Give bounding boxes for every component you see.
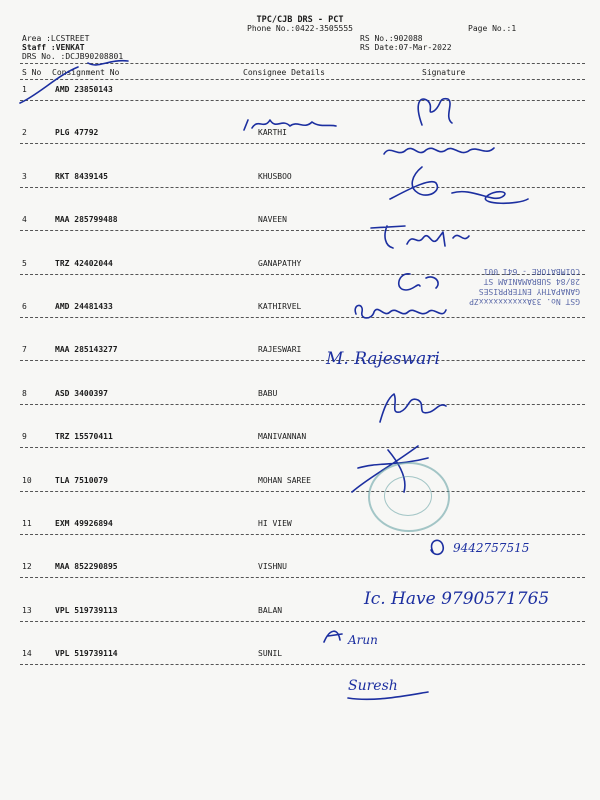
- row-consignment-number: PLG 47792: [55, 128, 99, 138]
- column-sno: S No: [22, 68, 42, 77]
- row-consignee-name: MOHAN SAREE: [258, 475, 311, 485]
- row-consignee-name: KATHIRVEL: [258, 302, 302, 311]
- row-sno: 7: [22, 345, 27, 355]
- row-consignment-number: MAA 285799488: [55, 215, 118, 225]
- staff-label: Staff :VENKAT: [22, 43, 85, 52]
- document-title: TPC/CJB DRS - PCT: [256, 15, 344, 25]
- row-divider: [20, 621, 585, 622]
- signature-row2-ink: [240, 112, 340, 136]
- signature-row3: [382, 163, 532, 213]
- row-consignee-name: KHUSBOO: [258, 171, 292, 181]
- row-consignee-name: BALAN: [258, 605, 283, 615]
- row-consignment-number: TLA 7510079: [55, 475, 108, 485]
- phone-number: Phone No.:0422-3505555: [247, 24, 353, 33]
- mirrored-stamp-impression: [420, 246, 580, 306]
- column-signature: Signature: [422, 68, 466, 77]
- stamp-line-2: GANAPATHY ENTERPRISES: [478, 287, 580, 296]
- row-divider: [20, 230, 585, 231]
- signature-text-hiview-phone: 9442757515: [453, 541, 530, 555]
- row-consignee-name: VISHNU: [258, 562, 287, 572]
- signature-row14: [344, 670, 434, 704]
- row-divider: [20, 404, 585, 405]
- row-sno: 11: [22, 519, 32, 528]
- row-consignee-name: GANAPATHY: [258, 258, 302, 268]
- row-consignee-name: KARTHI: [258, 128, 287, 138]
- signature-row1: [408, 93, 468, 133]
- row-consignment-number: VPL 519739113: [55, 605, 118, 615]
- row-consignment-number: RKT 8439145: [55, 171, 108, 181]
- row-consignee-name: HI VIEW: [258, 519, 292, 528]
- signature-row11: [425, 532, 570, 562]
- column-consignment: Consignment No: [52, 68, 120, 77]
- stamp-line-3: 28/84 SUBRAMANIAM ST: [483, 277, 580, 286]
- rs-date: RS Date:07-Mar-2022: [360, 43, 452, 52]
- row-consignment-number: ASD 3400397: [55, 388, 108, 398]
- row-divider: [20, 447, 585, 448]
- row-sno: 1: [22, 85, 27, 94]
- row-consignment-number: MAA 852290895: [55, 562, 118, 572]
- row-sno: 8: [22, 388, 27, 398]
- row-divider: [20, 360, 585, 361]
- signature-text-balan: Arun: [348, 633, 378, 647]
- row-sno: 4: [22, 215, 27, 225]
- row-divider: [20, 143, 585, 144]
- row-consignment-number: EXM 49926894: [55, 519, 113, 528]
- row-divider: [20, 491, 585, 492]
- row-sno: 5: [22, 258, 27, 268]
- row-sno: 10: [22, 475, 32, 485]
- row-divider: [20, 317, 585, 318]
- page-number: Page No.:1: [468, 24, 517, 33]
- signature-text-vishnu-note: Ic. Have 9790571765: [364, 589, 550, 609]
- row-sno: 6: [22, 302, 27, 311]
- row-sno: 14: [22, 649, 32, 659]
- row-consignment-number: VPL 519739114: [55, 649, 118, 659]
- signature-text-rajeswari: M. Rajeswari: [326, 349, 440, 369]
- row-sno: 13: [22, 605, 32, 615]
- row-sno: 9: [22, 432, 27, 442]
- row-consignment-number: TRZ 42402044: [55, 258, 113, 268]
- row-divider: [20, 577, 585, 578]
- row-consignee-name: SUNIL: [258, 649, 283, 659]
- area-label: Area :LCSTREET: [22, 34, 90, 43]
- stamp-line-4: COIMBATORE - 641 001: [483, 267, 580, 276]
- row-consignment-number: AMD 24481433: [55, 302, 113, 311]
- round-stamp: [368, 462, 450, 532]
- signature-row12: [362, 582, 598, 614]
- row-consignment-number: MAA 285143277: [55, 345, 118, 355]
- row-consignee-name: RAJESWARI: [258, 345, 302, 355]
- signature-row13: [320, 622, 420, 652]
- signature-row7: [322, 346, 492, 372]
- header-scribble: [18, 55, 138, 110]
- signature-text-sunil: Suresh: [348, 678, 398, 694]
- stamp-line-1: GST No. 33AxxxxxxxxxxZP: [469, 297, 580, 306]
- row-sno: 3: [22, 171, 27, 181]
- row-consignee-name: NAVEEN: [258, 215, 287, 225]
- signature-row8: [370, 388, 450, 428]
- row-sno: 12: [22, 562, 32, 572]
- rs-number: RS No.:902088: [360, 34, 423, 43]
- row-consignment-number: TRZ 15570411: [55, 432, 113, 442]
- row-consignee-name: MANIVANNAN: [258, 432, 307, 442]
- row-consignment-number: AMD 23850143: [55, 85, 113, 94]
- row-consignee-name: BABU: [258, 388, 278, 398]
- row-divider: [20, 664, 585, 665]
- column-consignee: Consignee Details: [243, 68, 325, 77]
- drs-number: DRS No. :DCJB90208801: [22, 52, 124, 61]
- row-sno: 2: [22, 128, 27, 138]
